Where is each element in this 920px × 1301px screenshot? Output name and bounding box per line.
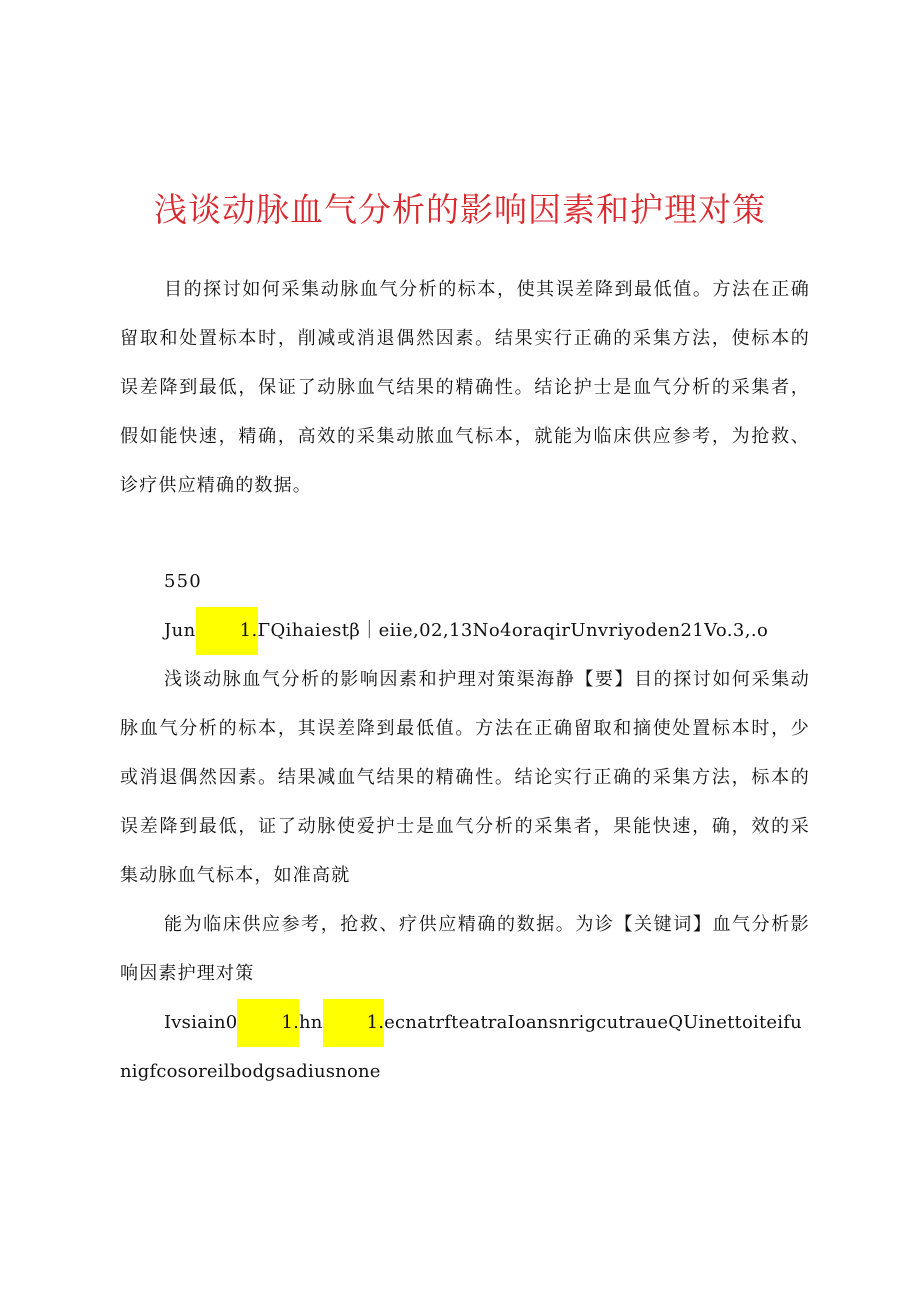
page-number-text: 550 — [164, 571, 202, 592]
english-text-part: ecnatrfteatraIoansnrigcutraueQUinettoiteifunigfcosoreilbodgsadiusnone — [120, 1012, 802, 1082]
english-garbled-paragraph — [120, 998, 810, 1096]
chinese-abstract-continuation: 能为临床供应参考，抢救、疗供应精确的数据。为诊【关键词】血气分析影响因素护理对策 — [120, 914, 810, 984]
journal-text-part: Jun — [164, 620, 196, 641]
highlighted-text: 1. — [323, 999, 385, 1047]
english-text-part: Ivsiain0 — [164, 1012, 238, 1033]
abstract-paragraph: 目的探讨如何采集动脉血气分析的标本，使其误差降到最低值。方法在正确留取和处置标本时，削减或消退偶然因素。结果实行正确的采集方法，使标本的误差降到最低，保证了动脉血气结果的精确性。结论护士是血气分析的采集者，假如能快速，精确，高效的采集动脓血气标本，就能为临床供应参考，为抢救、诊疗供应精确的数据。 — [120, 279, 810, 496]
highlighted-text: 1. — [196, 607, 258, 655]
chinese-abstract-paragraph: 浅谈动脉血气分析的影响因素和护理对策渠海静【要】目的探讨如何采集动脉血气分析的标本，其误差降到最低值。方法在正确留取和摘使处置标本时，少或消退偶然因素。结果减血气结果的精确性。结论实行正确的采集方法，标本的误差降到最低，证了动脉使爱护士是血气分析的采集者，果能快速，确，效的采集动脉血气标本，如准高就 — [120, 669, 810, 886]
journal-citation-line — [120, 606, 810, 655]
highlighted-text: 1. — [237, 999, 299, 1047]
journal-text-part: ΓQihaiestβ｜eiie,02,13No4oraqirUnvriyoden21Vo.3,.o — [257, 620, 769, 641]
english-text-part: hn — [299, 1012, 323, 1033]
document-title: 浅谈动脉血气分析的影响因素和护理对策 — [154, 190, 766, 229]
